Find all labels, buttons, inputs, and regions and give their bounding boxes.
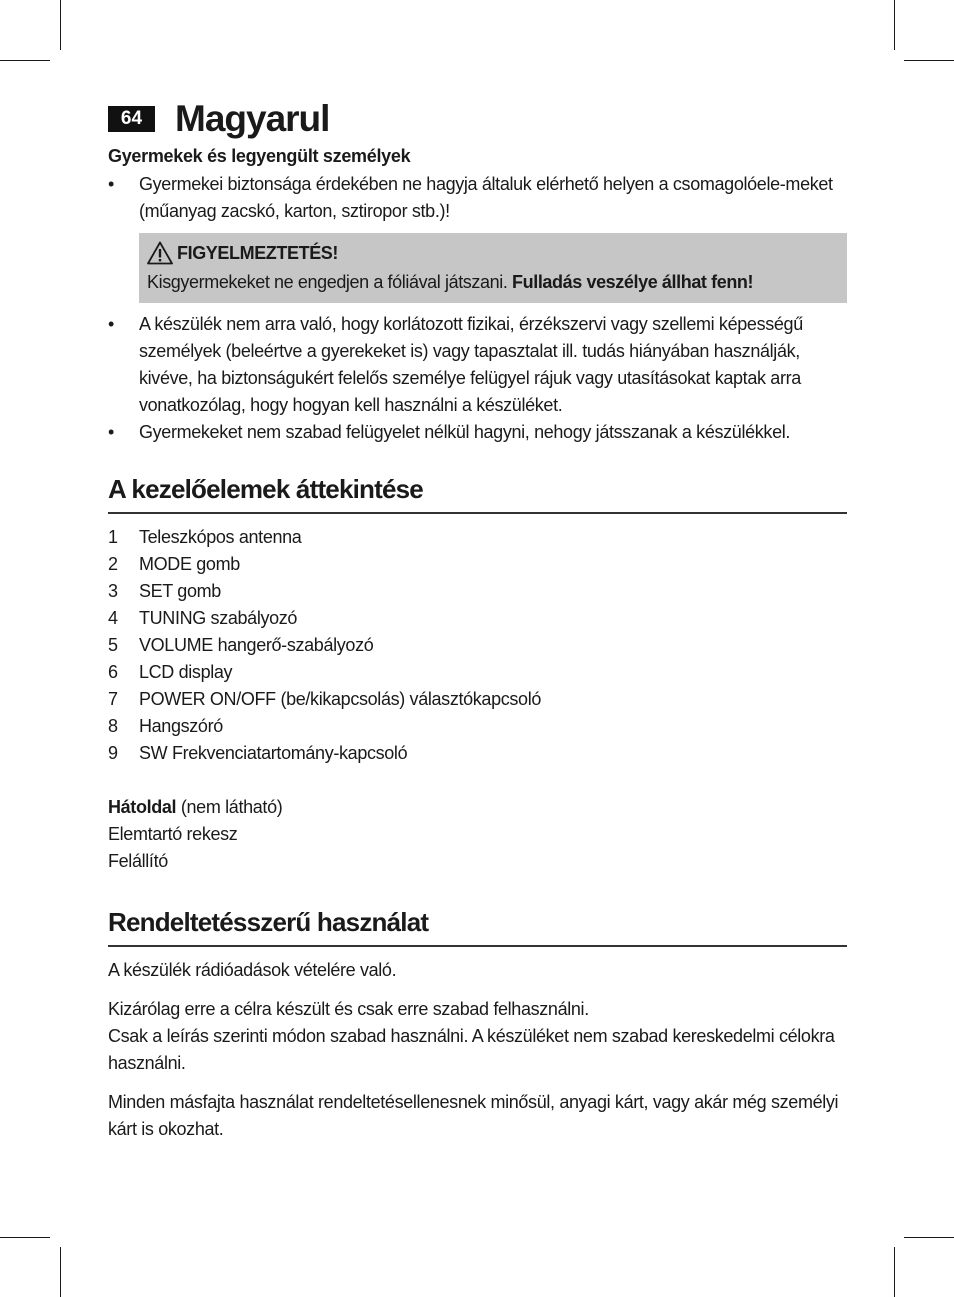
control-number: 1 bbox=[108, 527, 118, 547]
control-label: Hangszóró bbox=[139, 716, 223, 736]
control-number: 5 bbox=[108, 635, 118, 655]
back-side-item: Felállító bbox=[108, 851, 168, 871]
control-number: 7 bbox=[108, 689, 118, 709]
controls-list bbox=[108, 524, 847, 767]
bullet-item bbox=[108, 311, 847, 419]
warning-title-row bbox=[147, 239, 839, 267]
bullet-item bbox=[108, 171, 847, 225]
control-label: MODE gomb bbox=[139, 554, 240, 574]
control-label: SET gomb bbox=[139, 581, 221, 601]
control-item bbox=[108, 524, 847, 551]
controls-section-heading: A kezelőelemek áttekintése bbox=[108, 472, 847, 514]
crop-mark bbox=[60, 0, 61, 50]
back-side-label: Hátoldal bbox=[108, 797, 177, 817]
control-item bbox=[108, 659, 847, 686]
back-side-block bbox=[108, 794, 847, 875]
usage-paragraph: Minden másfajta használat rendeltetésellenesnek minősül, anyagi kárt, vagy akár még személyi kárt is okozhat. bbox=[108, 1092, 839, 1139]
crop-mark bbox=[0, 60, 50, 61]
control-label: SW Frekvenciatartomány-kapcsoló bbox=[139, 743, 408, 763]
usage-paragraph: A készülék rádióadások vételére való. bbox=[108, 960, 397, 980]
control-item bbox=[108, 605, 847, 632]
bullet-dot: • bbox=[108, 422, 114, 442]
control-label: Teleszkópos antenna bbox=[139, 527, 302, 547]
crop-mark bbox=[894, 1247, 895, 1297]
bullet-text: Gyermekeket nem szabad felügyelet nélkül hagyni, nehogy játsszanak a készülékkel. bbox=[139, 422, 791, 442]
control-number: 2 bbox=[108, 554, 118, 574]
control-label: VOLUME hangerő-szabályozó bbox=[139, 635, 374, 655]
control-number: 6 bbox=[108, 662, 118, 682]
page-title: Magyarul bbox=[175, 98, 330, 139]
crop-mark bbox=[60, 1247, 61, 1297]
crop-mark bbox=[904, 60, 954, 61]
control-label: POWER ON/OFF (be/kikapcsolás) választókapcsoló bbox=[139, 689, 542, 709]
back-side-heading bbox=[108, 794, 847, 821]
control-item bbox=[108, 632, 847, 659]
warning-text bbox=[147, 267, 839, 297]
usage-line: Csak a leírás szerinti módon szabad használni. A készüléket nem szabad kereskedelmi célokra használni. bbox=[108, 1026, 835, 1073]
control-item bbox=[108, 578, 847, 605]
usage-line: Kizárólag erre a célra készült és csak erre szabad felhasználni. bbox=[108, 999, 589, 1019]
children-bullet-list bbox=[108, 171, 847, 225]
children-bullet-list-2 bbox=[108, 311, 847, 446]
back-side-note: (nem látható) bbox=[176, 797, 283, 817]
control-item bbox=[108, 713, 847, 740]
bullet-text: A készülék nem arra való, hogy korlátozott fizikai, érzékszervi vagy szellemi képességű személyek (beleértve a gyerekeket is) vagy tapasztalat ill. tudás hiányában használják, kivéve, ha biztonságukért felelős személye felügyel rájuk vagy utasításokat kaptak arra vonatkozólag, hogy hogyan kell használni a készüléket. bbox=[139, 314, 803, 415]
control-label: LCD display bbox=[139, 662, 233, 682]
crop-mark bbox=[0, 1237, 50, 1238]
control-number: 4 bbox=[108, 608, 118, 628]
page-header bbox=[108, 98, 847, 140]
usage-paragraph bbox=[108, 996, 847, 1077]
bullet-dot: • bbox=[108, 174, 114, 194]
control-number: 3 bbox=[108, 581, 118, 601]
warning-title: FIGYELMEZTETÉS! bbox=[177, 243, 339, 263]
page-content bbox=[108, 98, 847, 1143]
bullet-text: Gyermekei biztonsága érdekében ne hagyja általuk elérhető helyen a csomagolóele-meket (műanyag zacskó, karton, sztiropor stb.)! bbox=[139, 174, 833, 221]
bullet-item bbox=[108, 419, 847, 446]
control-item bbox=[108, 686, 847, 713]
page-number-badge: 64 bbox=[108, 106, 155, 132]
back-side-item: Elemtartó rekesz bbox=[108, 824, 238, 844]
warning-triangle-icon bbox=[147, 241, 173, 265]
bullet-dot: • bbox=[108, 314, 114, 334]
warning-box bbox=[139, 233, 847, 303]
warning-emphasis: Fulladás veszélye állhat fenn! bbox=[512, 272, 754, 292]
control-number: 9 bbox=[108, 743, 118, 763]
usage-section-heading: Rendeltetésszerű használat bbox=[108, 905, 847, 947]
control-item bbox=[108, 740, 847, 767]
children-section-heading: Gyermekek és legyengült személyek bbox=[108, 146, 411, 166]
crop-mark bbox=[894, 0, 895, 50]
crop-mark bbox=[904, 1237, 954, 1238]
control-number: 8 bbox=[108, 716, 118, 736]
control-label: TUNING szabályozó bbox=[139, 608, 298, 628]
warning-message: Kisgyermekeket ne engedjen a fóliával játszani. bbox=[147, 272, 513, 292]
control-item bbox=[108, 551, 847, 578]
